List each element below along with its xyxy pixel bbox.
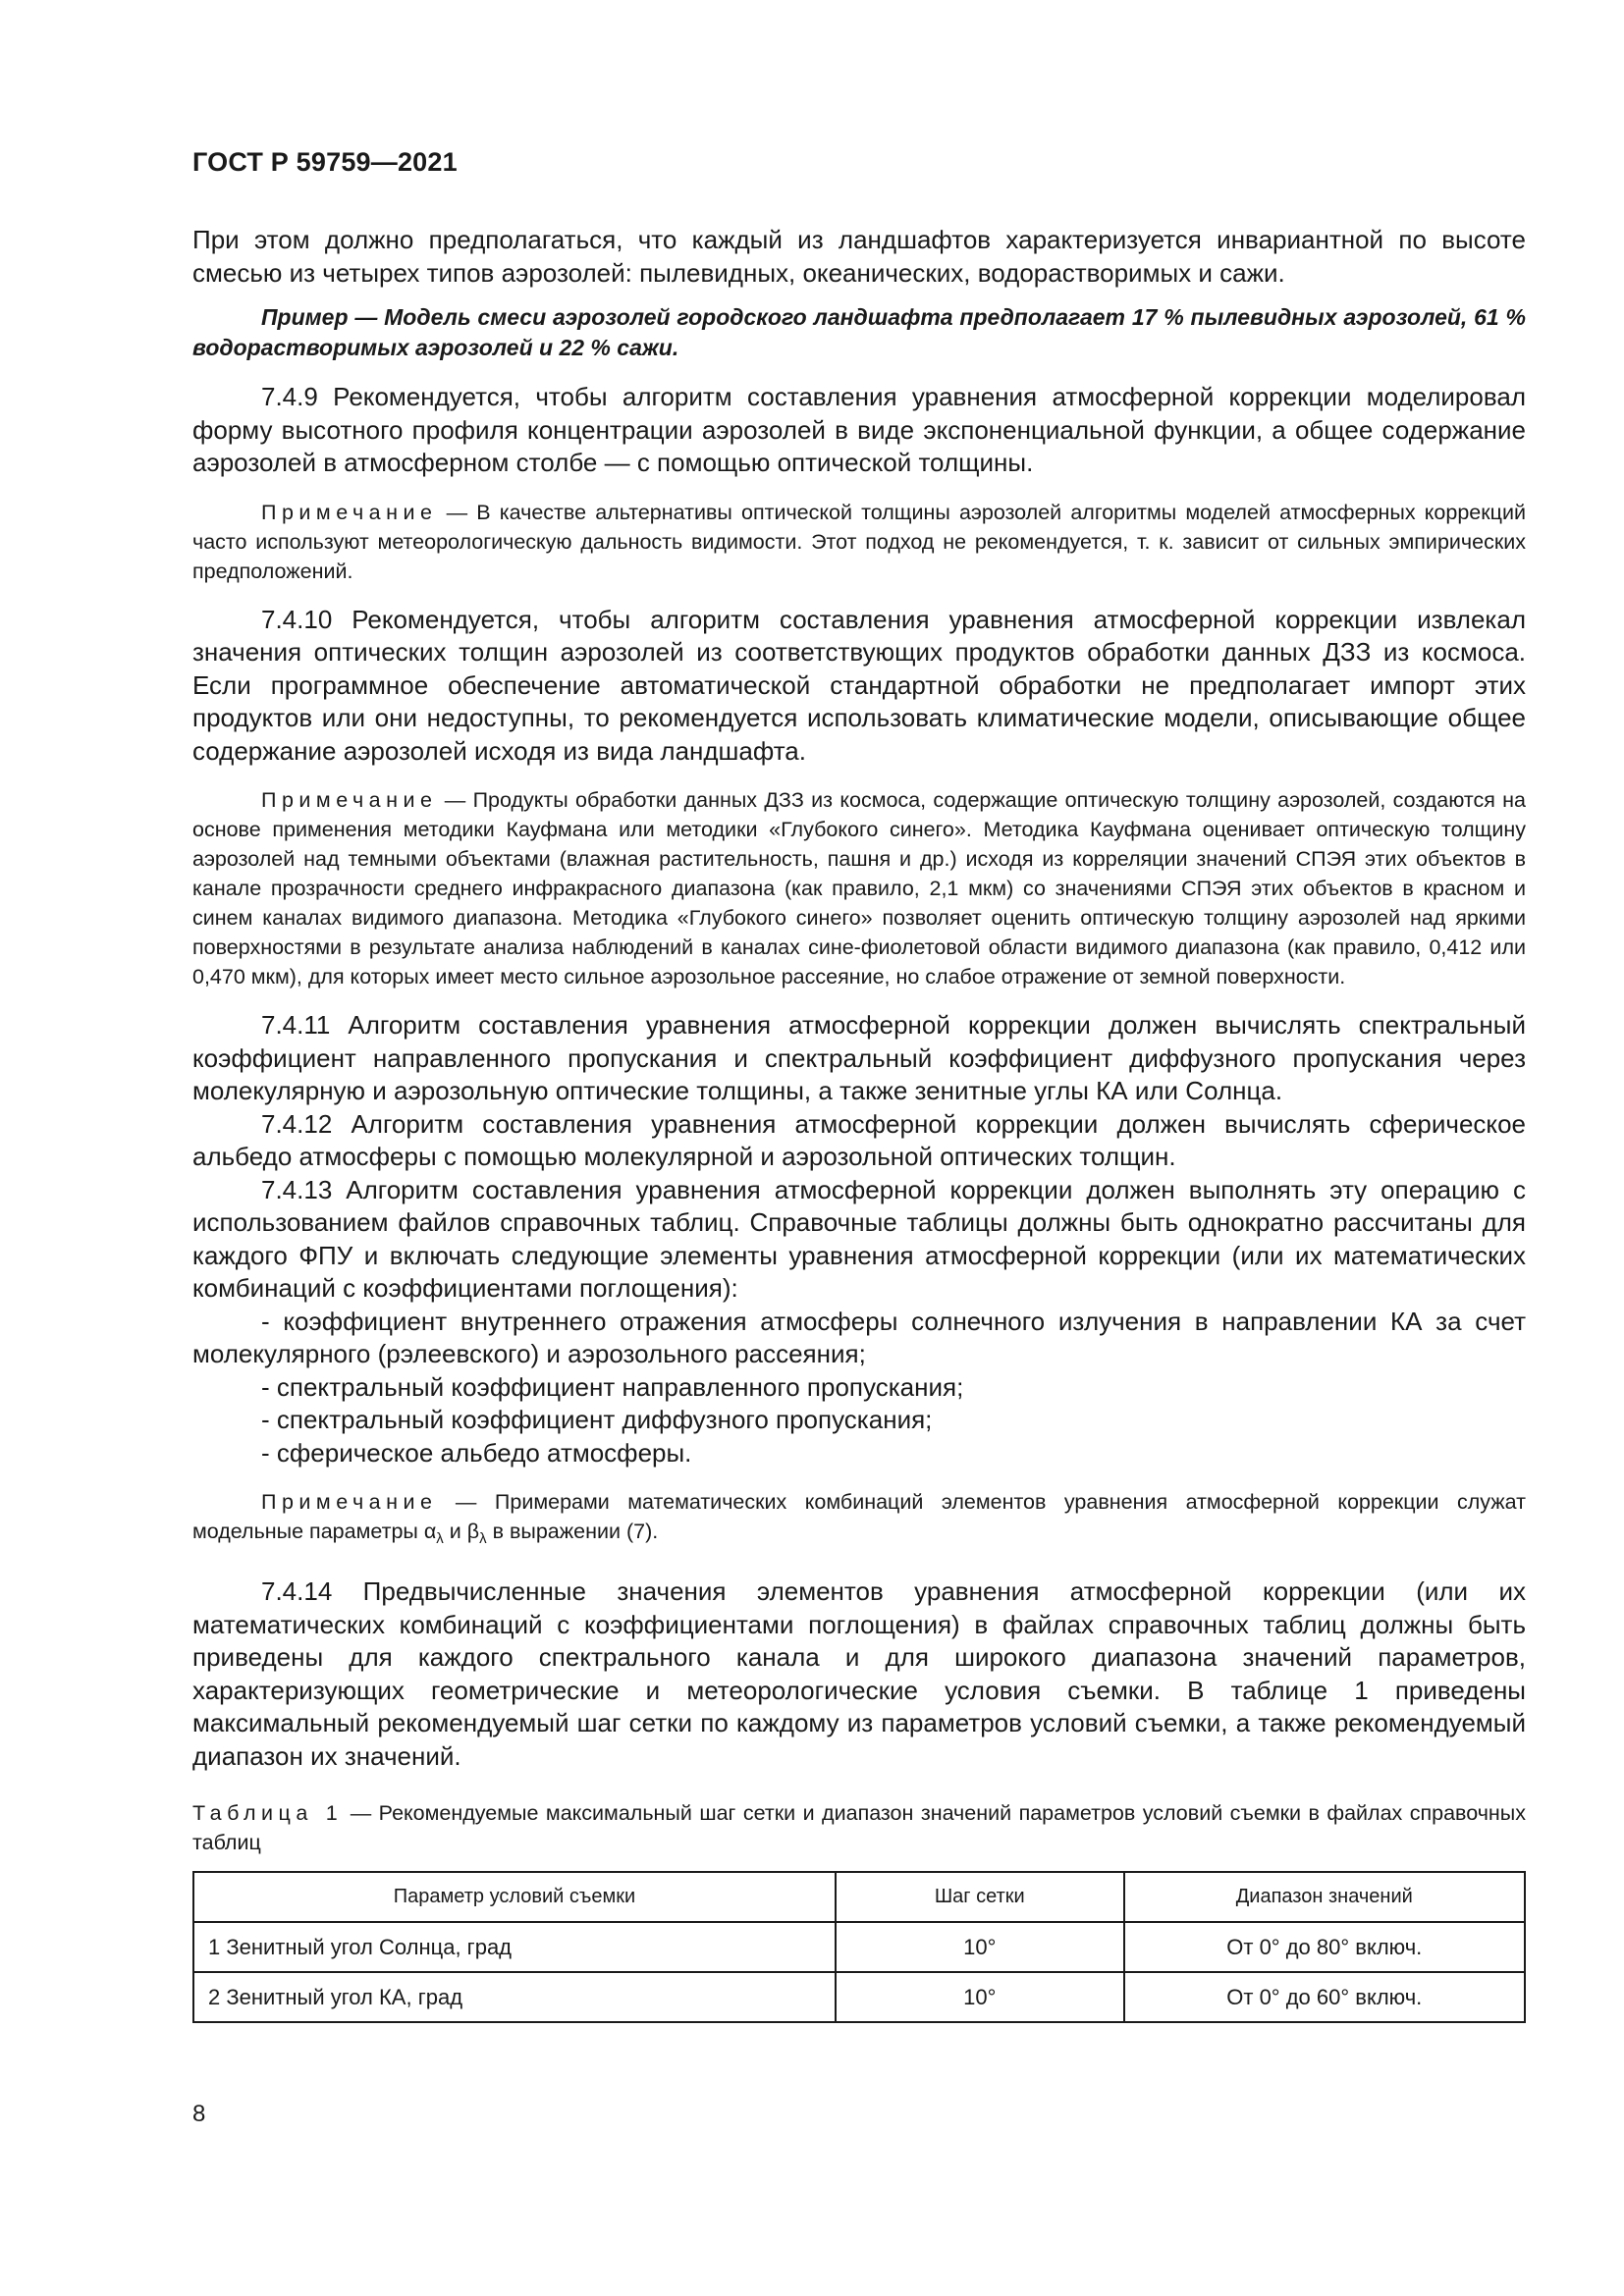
note-model-parameters <box>192 1487 1526 1554</box>
lambda-subscript: λ <box>479 1530 487 1547</box>
note-dash: — <box>437 1490 495 1514</box>
table-cell-value-range: От 0° до 80° включ. <box>1124 1922 1525 1972</box>
example-urban-aerosol: Пример — Модель смеси аэрозолей городского ландшафта предполагает 17 % пылевидных аэрозолей, 61 % водорастворимых аэрозолей и 22 % сажи. <box>192 304 1526 360</box>
table-row <box>193 1972 1525 2022</box>
document-code-header: ГОСТ Р 59759—2021 <box>192 147 458 177</box>
table-caption-text: — Рекомендуемые максимальный шаг сетки и диапазон значений параметров условий съемки в файлах справочных таблиц <box>192 1801 1527 1854</box>
note-kaufman-deep-blue <box>192 785 1526 991</box>
column-header-value-range: Диапазон значений <box>1124 1872 1525 1922</box>
list-item: - спектральный коэффициент диффузного пропускания; <box>261 1405 933 1434</box>
note-text: Примерами математических комбинаций элементов уравнения атмосферной коррекции служат модельные параметры <box>192 1490 1527 1543</box>
document-body <box>192 224 1526 2023</box>
survey-parameters-table <box>192 1871 1526 2023</box>
table-cell-value-range: От 0° до 60° включ. <box>1124 1972 1525 2022</box>
clause-7-4-14: 7.4.14 Предвычисленные значения элементов уравнения атмосферной коррекции (или их математических комбинаций с коэффициентами поглощения) в файлах справочных таблиц должны быть приведены для каждого спектрального канала и для широкого диапазона значений параметров, характеризующих геометрические и метеорологические условия съемки. В таблице 1 приведены максимальный рекомендуемый шаг сетки по каждому из параметров условий съемки, а также рекомендуемый диапазон их значений. <box>192 1576 1526 1771</box>
table-header-row <box>193 1872 1525 1922</box>
note-conjunction: и <box>443 1520 467 1543</box>
table-cell-grid-step: 10° <box>836 1972 1124 2022</box>
note-dash: — <box>437 788 473 812</box>
list-item: - спектральный коэффициент направленного пропускания; <box>261 1371 964 1402</box>
table-cell-grid-step: 10° <box>836 1922 1124 1972</box>
table-row <box>193 1922 1525 1972</box>
column-header-parameter: Параметр условий съемки <box>193 1872 836 1922</box>
clause-7-4-13: 7.4.13 Алгоритм составления уравнения атмосферной коррекции должен выполнять эту операцию с использованием файлов справочных таблиц. Справочные таблицы должны быть однократно рассчитаны для каждого ФПУ и включать следующие элементы уравнения атмосферной коррекции (или их математических комбинаций с коэффициентами поглощения): <box>192 1174 1526 1303</box>
note-text: Продукты обработки данных ДЗЗ из космоса, содержащие оптическую толщину аэрозолей, создаются на основе применения методики Кауфмана или методики «Глубокого синего». Методика Кауфмана оценивает оптическую толщину аэрозолей над темными объектами (влажная растительность, пашня и др.) исходя из корреляции значений СПЭЯ этих объектов в канале прозрачности среднего инфракрасного диапазона (как правило, 2,1 мкм) со значениями СПЭЯ этих объектов в красном и синем каналах видимого диапазона. Методика «Глубокого синего» позволяет оценить оптическую толщину аэрозолей над яркими поверхностями в результате анализа наблюдений в каналах сине-фиолетовой области видимого диапазона (как правило, 0,412 или 0,470 мкм), для которых имеет место сильное аэрозольное рассеяние, но слабое отражение от земной поверхности. <box>192 788 1527 988</box>
table-cell-parameter: 1 Зенитный угол Солнца, град <box>193 1922 836 1972</box>
page-number: 8 <box>192 2101 206 2127</box>
note-label: Примечание <box>261 788 438 812</box>
beta-symbol: β <box>466 1520 480 1543</box>
note-label: Примечание <box>261 1490 438 1514</box>
lambda-subscript: λ <box>436 1530 444 1547</box>
note-text: В качестве альтернативы оптической толщины аэрозолей алгоритмы моделей атмосферных коррекций часто используют метеорологическую дальность видимости. Этот подход не рекомендуется, т. к. зависит от сильных эмпирических предположений. <box>192 500 1526 583</box>
table-caption <box>192 1798 1526 1857</box>
note-text-end: в выражении (7). <box>486 1520 659 1543</box>
column-header-grid-step: Шаг сетки <box>836 1872 1124 1922</box>
alpha-symbol: α <box>423 1520 437 1543</box>
list-item: - сферическое альбедо атмосферы. <box>261 1437 692 1468</box>
clause-7-4-11: 7.4.11 Алгоритм составления уравнения атмосферной коррекции должен вычислять спектральный коэффициент направленного пропускания и спектральный коэффициент диффузного пропускания через молекулярную и аэрозольную оптические толщины, а также зенитные углы КА или Солнца. <box>192 1010 1526 1105</box>
clause-7-4-9: 7.4.9 Рекомендуется, чтобы алгоритм составления уравнения атмосферной коррекции моделировал форму высотного профиля концентрации аэрозолей в виде экспоненциальной функции, а общее содержание аэрозолей в атмосферном столбе — с помощью оптической толщины. <box>192 382 1526 477</box>
table-cell-parameter: 2 Зенитный угол КА, град <box>193 1972 836 2022</box>
note-visibility-range <box>192 498 1526 586</box>
list-item: - коэффициент внутреннего отражения атмосферы солнечного излучения в направлении КА за счет молекулярного (рэлеевского) и аэрозольного рассеяния; <box>192 1306 1526 1368</box>
note-dash: — <box>437 500 477 524</box>
table-caption-label: Таблица 1 <box>192 1801 344 1825</box>
clause-7-4-12: 7.4.12 Алгоритм составления уравнения атмосферной коррекции должен вычислять сферическое альбедо атмосферы с помощью молекулярной и аэрозольной оптических толщин. <box>192 1108 1526 1171</box>
paragraph-aerosol-mixture: При этом должно предполагаться, что каждый из ландшафтов характеризуется инвариантной по высоте смесью из четырех типов аэрозолей: пылевидных, океанических, водорастворимых и сажи. <box>192 225 1526 288</box>
clause-7-4-10: 7.4.10 Рекомендуется, чтобы алгоритм составления уравнения атмосферной коррекции извлекал значения оптических толщин аэрозолей из соответствующих продуктов обработки данных ДЗЗ из космоса. Если программное обеспечение автоматической стандартной обработки не предполагает импорт этих продуктов или они недоступны, то рекомендуется использовать климатические модели, описывающие общее содержание аэрозолей исходя из вида ландшафта. <box>192 604 1526 766</box>
note-label: Примечание <box>261 500 438 524</box>
